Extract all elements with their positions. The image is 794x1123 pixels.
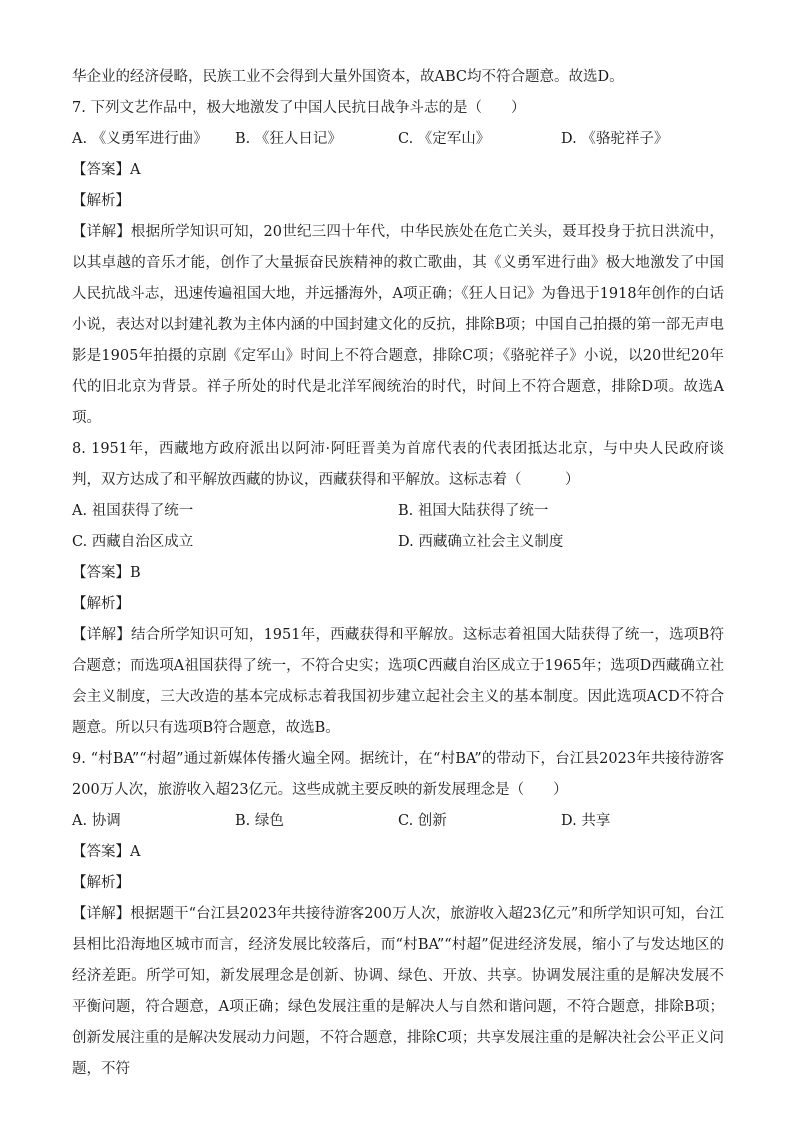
options-row-1 [72,496,724,527]
document-page [72,62,724,1085]
option-d: D. 《骆驼祥子》 [561,131,669,147]
options-row [72,806,724,837]
option-a: A. 协调 [72,813,121,829]
analysis-label: 【解析】 [72,596,130,612]
options-row [72,124,724,155]
option-a: A. 《义勇军进行曲》 [72,131,208,147]
question-stem: 7. 下列文艺作品中，极大地激发了中国人民抗日战争斗志的是（ ） [72,100,526,116]
option-c: C. 创新 [398,813,447,829]
option-b: B. 《狂人日记》 [235,131,342,147]
option-a: A. 祖国获得了统一 [72,503,194,519]
answer-label: 【答案】B [72,565,141,581]
option-b: B. 绿色 [235,813,284,829]
option-d: D. 共享 [561,813,611,829]
options-row-2 [72,527,724,558]
question-8 [72,434,724,744]
analysis-label: 【解析】 [72,875,130,891]
answer-label: 【答案】A [72,844,141,860]
detail-text: 【详解】结合所学知识可知，1951年，西藏获得和平解放。这标志着祖国大陆获得了统一，选项B符合题意；而选项A祖国获得了统一，不符合史实；选项C西藏自治区成立于1965年；选项D西藏确立社会主义制度，三大改造的基本完成标志着我国初步建立起社会主义的基本制度。因此选项ACD不符合题意。所以只有选项B符合题意，故选B。 [72,627,724,736]
option-b: B. 祖国大陆获得了统一 [398,503,549,519]
question-9 [72,744,724,1085]
lead-in-text: 华企业的经济侵略，民族工业不会得到大量外国资本，故ABC均不符合题意。故选D。 [72,69,624,85]
detail-text: 【详解】根据题干“台江县2023年共接待游客200万人次，旅游收入超23亿元”和所学知识可知，台江县相比沿海地区城市而言，经济发展比较落后，而“村BA”“村超”促进经济发展，缩小了与发达地区的经济差距。所学可知，新发展理念是创新、协调、绿色、开放、共享。协调发展注重的是解决发展不平衡问题，符合题意，A项正确；绿色发展注重的是解决人与自然和谐问题，不符合题意，排除B项；创新发展注重的是解决发展动力问题，不符合题意，排除C项；共享发展注重的是解决社会公平正义问题，不符 [72,906,724,1077]
question-stem: 8. 1951年，西藏地方政府派出以阿沛·阿旺晋美为首席代表的代表团抵达北京，与中央人民政府谈判，双方达成了和平解放西藏的协议，西藏获得和平解放。这标志着（ ） [72,441,724,488]
analysis-label: 【解析】 [72,193,130,209]
option-c: C. 《定军山》 [398,131,491,147]
question-7 [72,93,724,434]
option-d: D. 西藏确立社会主义制度 [398,534,564,550]
detail-text: 【详解】根据所学知识可知，20世纪三四十年代，中华民族处在危亡关头，聂耳投身于抗日洪流中，以其卓越的音乐才能，创作了大量振奋民族精神的救亡歌曲，其《义勇军进行曲》极大地激发了中国人民抗战斗志，迅速传遍祖国大地，并远播海外，A项正确；《狂人日记》为鲁迅于1918年创作的白话小说，表达对以封建礼教为主体内涵的中国封建文化的反抗，排除B项；中国自己拍摄的第一部无声电影是1905年拍摄的京剧《定军山》时间上不符合题意，排除C项；《骆驼祥子》小说，以20世纪20年代的旧北京为背景。祥子所处的时代是北洋军阀统治的时代，时间上不符合题意，排除D项。故选A项。 [72,224,724,426]
option-c: C. 西藏自治区成立 [72,534,194,550]
answer-label: 【答案】A [72,162,141,178]
question-stem: 9. “村BA”“村超”通过新媒体传播火遍全网。据统计，在“村BA”的带动下，台江县2023年共接待游客200万人次，旅游收入超23亿元。这些成就主要反映的新发展理念是（ ） [72,751,724,798]
